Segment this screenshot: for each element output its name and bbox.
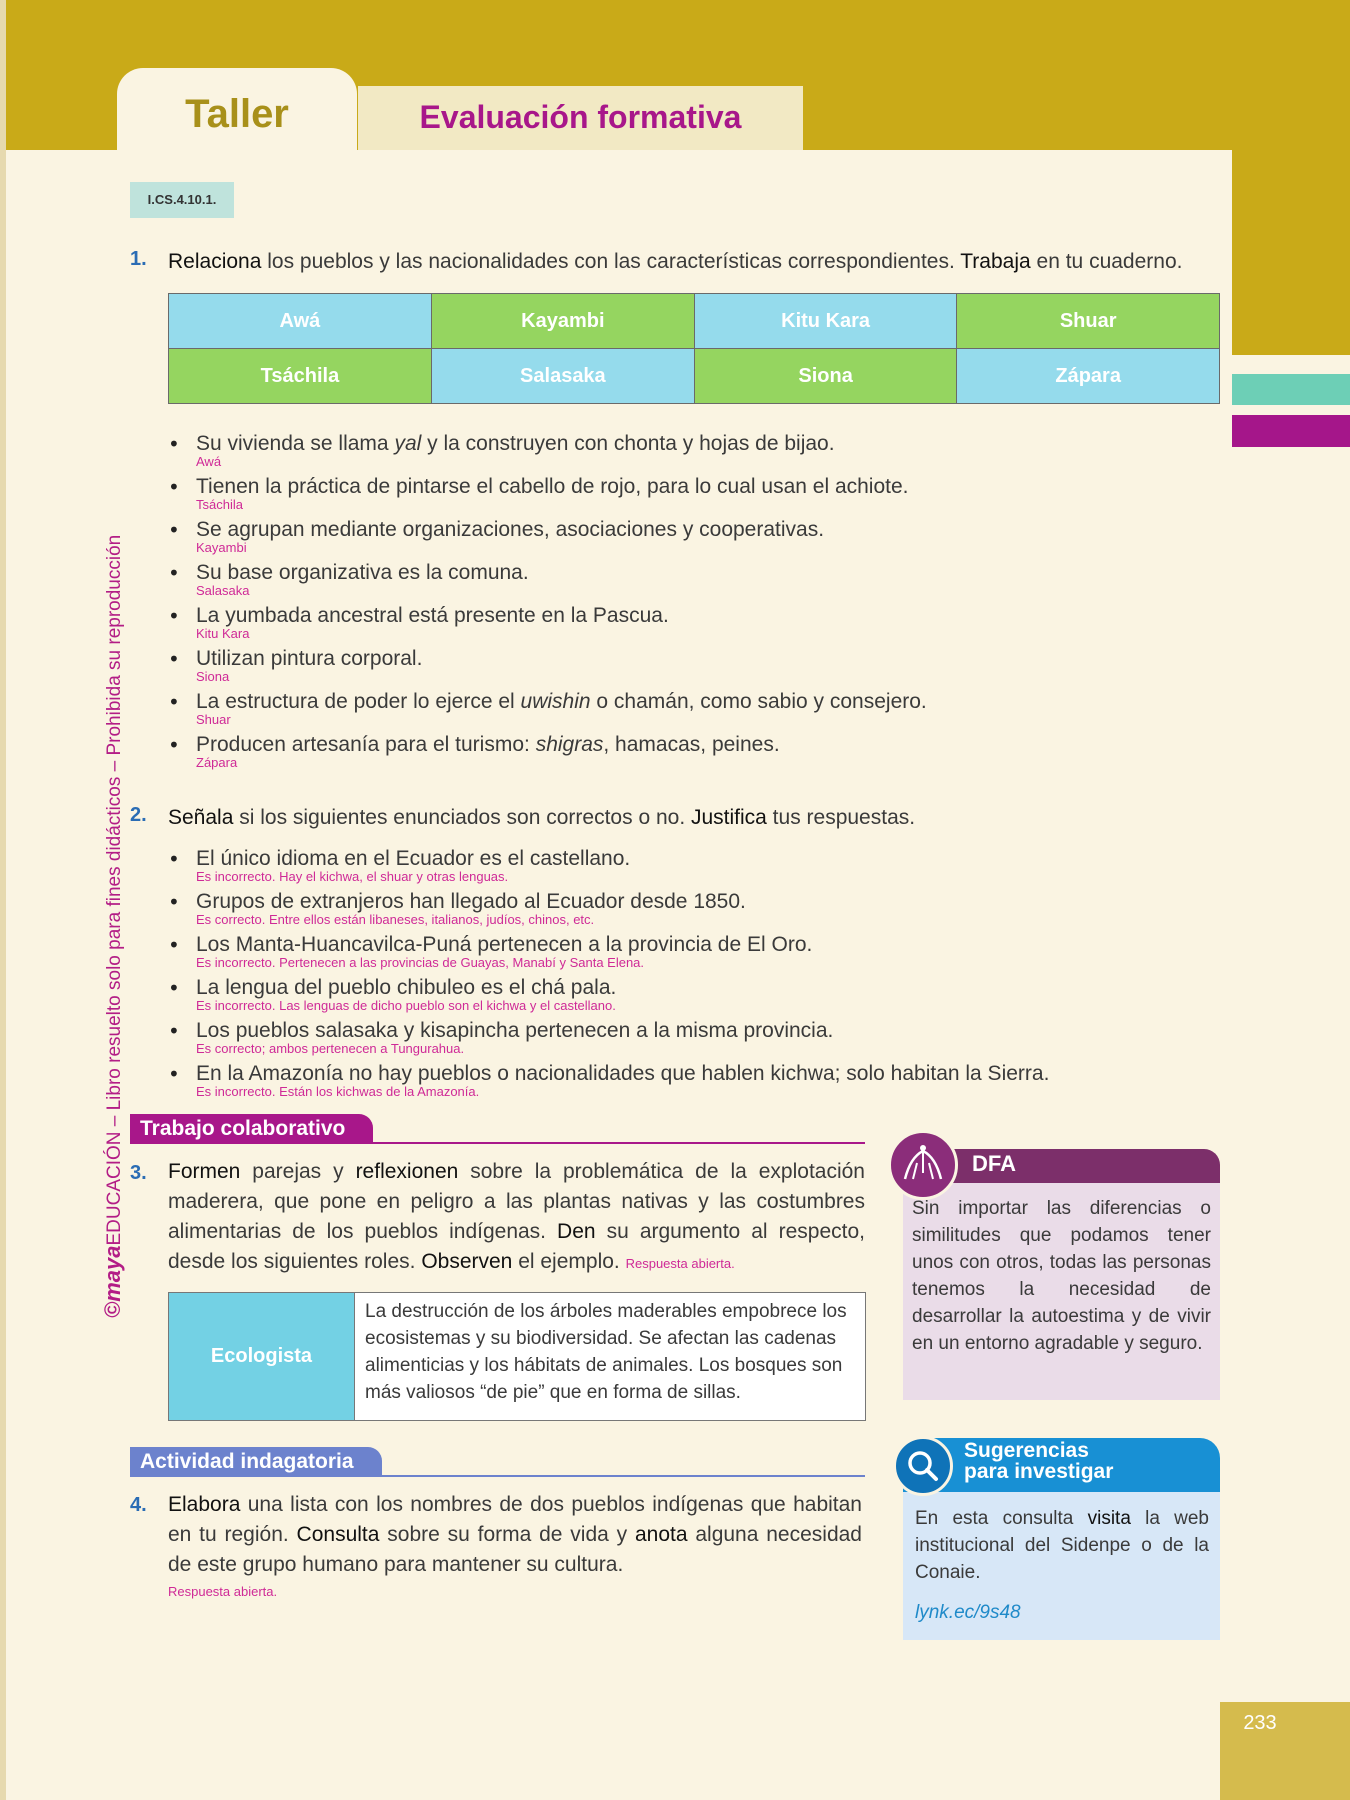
statement: El único idioma en el Ecuador es el castellano.: [196, 847, 631, 870]
list-item: • La lengua del pueblo chibuleo es el chá pala. Es incorrecto. Las lenguas de dicho pueblo son el kichwa y el castellano.: [168, 974, 1218, 1017]
answer: Siona: [196, 669, 230, 684]
question-4-answer: Respuesta abierta.: [168, 1584, 278, 1599]
statement: La yumbada ancestral está presente en la Pascua.: [196, 604, 669, 627]
collab-divider: [130, 1142, 865, 1144]
list-item: • Se agrupan mediante organizaciones, asociaciones y cooperativas. Kayambi: [168, 516, 1218, 559]
inquiry-divider: [130, 1475, 865, 1477]
side-brand: ©maya: [100, 1245, 125, 1318]
list-item: • La estructura de poder lo ejerce el uwishin o chamán, como sabio y consejero. Shuar: [168, 688, 1218, 731]
answer: Es incorrecto. Hay el kichwa, el shuar y otras lenguas.: [196, 869, 509, 884]
statement: Su base organizativa es la comuna.: [196, 561, 529, 584]
answer: Shuar: [196, 712, 231, 727]
question-3-number: 3.: [130, 1162, 147, 1184]
suggestions-title: Sugerencias para investigar: [964, 1439, 1114, 1483]
answer: Kitu Kara: [196, 626, 250, 641]
indicator-code-badge: I.CS.4.10.1.: [130, 182, 234, 218]
inquiry-section-header: [130, 1447, 865, 1477]
statement: Grupos de extranjeros han llegado al Ecuador desde 1850.: [196, 890, 746, 913]
question-1-list: [168, 430, 1218, 774]
side-copyright-note: [100, 535, 126, 1318]
suggestions-link[interactable]: lynk.ec/9s48: [915, 1602, 1021, 1623]
list-item: • Los pueblos salasaka y kisapincha pertenecen a la misma provincia. Es correcto; ambos pertenecen a Tungurahua.: [168, 1017, 1218, 1060]
statement: La estructura de poder lo ejerce el uwishin o chamán, como sabio y consejero.: [196, 690, 927, 713]
statement: En la Amazonía no hay pueblos o nacionalidades que hablen kichwa; solo habitan la Sierra.: [196, 1062, 1050, 1085]
answer: Kayambi: [196, 540, 247, 555]
question-2-prompt: Señala si los siguientes enunciados son correctos o no. Justifica tus respuestas.: [168, 806, 916, 829]
table-cell: Kitu Kara: [694, 294, 956, 349]
statement: Se agrupan mediante organizaciones, asociaciones y cooperativas.: [196, 518, 825, 541]
question-2-number: 2.: [130, 804, 147, 826]
question-2-list: [168, 845, 1218, 1103]
answer: Es correcto. Entre ellos están libaneses, italianos, judíos, chinos, etc.: [196, 912, 595, 927]
table-cell: Tsáchila: [169, 349, 432, 404]
statement: Los Manta-Huancavilca-Puná pertenecen a la provincia de El Oro.: [196, 933, 813, 956]
table-cell: Siona: [694, 349, 956, 404]
answer: Es correcto; ambos pertenecen a Tungurahua.: [196, 1041, 465, 1056]
statement: La lengua del pueblo chibuleo es el chá pala.: [196, 976, 617, 999]
list-item: • Utilizan pintura corporal. Siona: [168, 645, 1218, 688]
question-4-prompt: Elabora una lista con los nombres de dos pueblos indígenas que habitan en tu región. Consulta sobre su forma de vida y anota alguna necesidad de este grupo humano para mantener su cultura.: [168, 1493, 862, 1576]
left-edge: [0, 0, 6, 1800]
answer: Es incorrecto. Están los kichwas de la Amazonía.: [196, 1084, 480, 1099]
list-item: • Producen artesanía para el turismo: shigras, hamacas, peines. Zápara: [168, 731, 1218, 774]
answer: Awá: [196, 454, 222, 469]
page-title: Taller: [185, 92, 289, 136]
statement: Los pueblos salasaka y kisapincha pertenecen a la misma provincia.: [196, 1019, 834, 1042]
list-item: • Los Manta-Huancavilca-Puná pertenecen a la provincia de El Oro. Es incorrecto. Pertenecen a las provincias de Guayas, Manabí y Santa Elena.: [168, 931, 1218, 974]
dfa-title: DFA: [972, 1151, 1016, 1176]
answer: Tsáchila: [196, 497, 243, 512]
table-cell: Awá: [169, 294, 432, 349]
list-item: • Su vivienda se llama yal y la construyen con chonta y hojas de bijao. Awá: [168, 430, 1218, 473]
inquiry-label: Actividad indagatoria: [130, 1447, 382, 1477]
question-4-number: 4.: [130, 1494, 147, 1516]
teal-strip: [1232, 374, 1350, 405]
statement: Su vivienda se llama yal y la construyen con chonta y hojas de bijao.: [196, 432, 835, 455]
right-color-band: [1232, 0, 1350, 355]
section-title: Evaluación formativa: [419, 99, 742, 135]
page-number: 233: [1243, 1712, 1277, 1734]
list-item: • La yumbada ancestral está presente en la Pascua. Kitu Kara: [168, 602, 1218, 645]
magenta-strip: [1232, 415, 1350, 447]
table-cell: Kayambi: [431, 294, 694, 349]
list-item: • Su base organizativa es la comuna. Salasaka: [168, 559, 1218, 602]
question-3-prompt: Formen parejas y reflexionen sobre la problemática de la explotación maderera, que pone en peligro a las plantas nativas y las costumbres alimentarias de los pueblos indígenas. Den su argumento al respecto, desde los siguientes roles. Observen el ejemplo. Respuesta abierta.: [168, 1160, 865, 1273]
table-cell: Shuar: [957, 294, 1220, 349]
table-cell: Salasaka: [431, 349, 694, 404]
statement: Tienen la práctica de pintarse el cabello de rojo, para lo cual usan el achiote.: [196, 475, 909, 498]
dfa-hands-icon: [888, 1130, 958, 1200]
collab-section-header: [130, 1114, 865, 1144]
example-cell: La destrucción de los árboles maderables empobrece los ecosistemas y su biodiversidad. Se afectan las cadenas alimenticias y los hábitats de animales. Los bosques son más valiosos “de pie” que en forma de sillas.: [365, 1301, 847, 1403]
role-cell: Ecologista: [169, 1293, 355, 1420]
list-item: • En la Amazonía no hay pueblos o nacionalidades que hablen kichwa; solo habitan la Sierra. Es incorrecto. Están los kichwas de la Amazonía.: [168, 1060, 1218, 1103]
magnifier-icon: [893, 1436, 953, 1496]
question-1-prompt: Relaciona los pueblos y las nacionalidades con las características correspondientes. Trabaja en tu cuaderno.: [168, 250, 1183, 273]
statement: Producen artesanía para el turismo: shigras, hamacas, peines.: [196, 733, 780, 756]
answer: Es incorrecto. Las lenguas de dicho pueblo son el kichwa y el castellano.: [196, 998, 616, 1013]
dfa-text: Sin importar las diferencias o similitudes que podamos tener unos con otros, todas las personas tenemos la necesidad de desarrollar la autoestima y de vivir en un entorno agradable y seguro.: [912, 1198, 1211, 1354]
answer: Es incorrecto. Pertenecen a las provincias de Guayas, Manabí y Santa Elena.: [196, 955, 645, 970]
table-row: [169, 349, 1220, 404]
answer: Respuesta abierta.: [625, 1256, 735, 1271]
list-item: • Grupos de extranjeros han llegado al Ecuador desde 1850. Es correcto. Entre ellos están libaneses, italianos, judíos, chinos, etc.: [168, 888, 1218, 931]
role-example-table: [168, 1292, 866, 1421]
answer: Zápara: [196, 755, 238, 770]
statement: Utilizan pintura corporal.: [196, 647, 423, 670]
dfa-header: [920, 1149, 1220, 1183]
collab-label: Trabajo colaborativo: [130, 1114, 373, 1144]
peoples-table: [168, 293, 1220, 404]
question-1-number: 1.: [130, 248, 147, 270]
list-item: • El único idioma en el Ecuador es el castellano. Es incorrecto. Hay el kichwa, el shuar y otras lenguas.: [168, 845, 1218, 888]
side-text: EDUCACIÓN – Libro resuelto solo para fines didácticos – Prohibida su reproducción: [104, 534, 125, 1246]
list-item: • Tienen la práctica de pintarse el cabello de rojo, para lo cual usan el achiote. Tsáchila: [168, 473, 1218, 516]
table-cell: Zápara: [957, 349, 1220, 404]
table-row: [169, 294, 1220, 349]
answer: Salasaka: [196, 583, 250, 598]
suggestions-text: En esta consulta visita la web institucional del Sidenpe o de la Conaie.: [915, 1508, 1210, 1583]
